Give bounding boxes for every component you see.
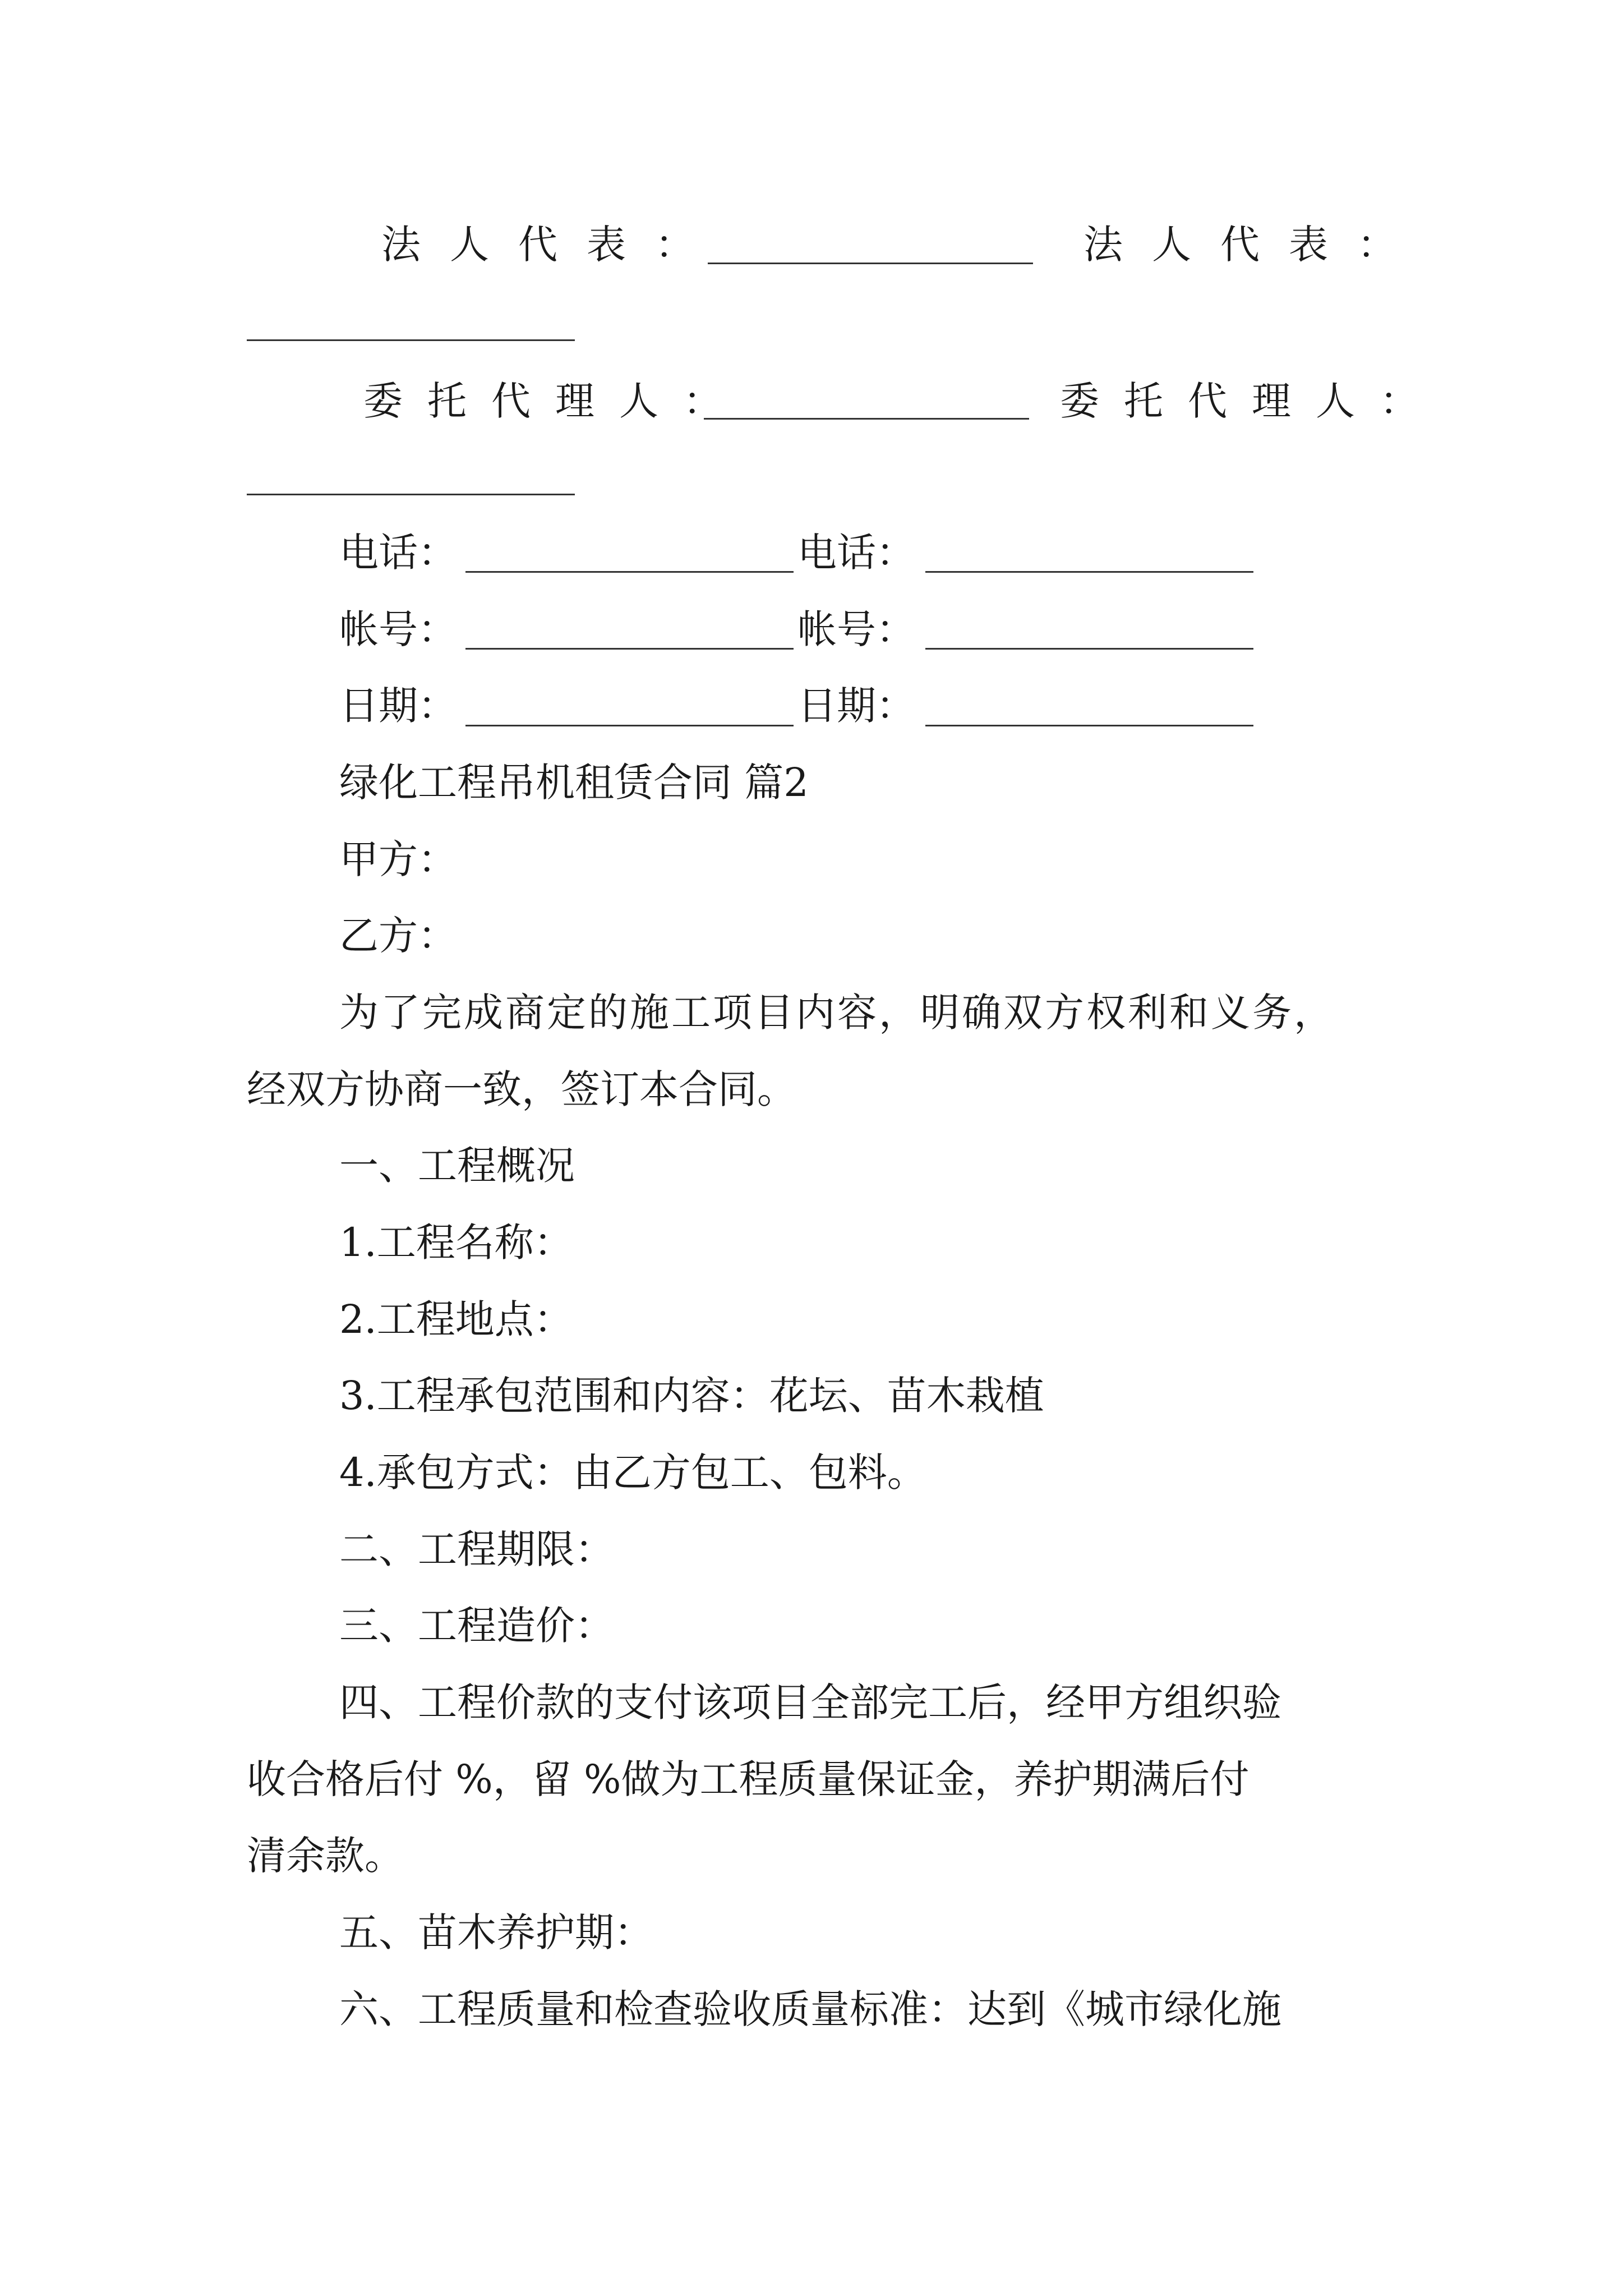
intro-line-2: 经双方协商一致，签订本合同。 <box>247 1066 796 1112</box>
agent-blank-b[interactable] <box>247 494 575 495</box>
intro-line-1: 为了完成商定的施工项目内容，明确双方权利和义务， <box>339 990 1335 1036</box>
account-label-b: 帐号： <box>797 606 915 652</box>
agent-label-b: 委托代理人： <box>1060 378 1444 424</box>
date-label-b: 日期： <box>797 683 915 729</box>
section-4-line-1: 四、工程价款的支付该项目全部完工后，经甲方组织验 <box>339 1680 1281 1726</box>
item-3: 3.工程承包范围和内容：花坛、苗木栽植 <box>339 1373 1044 1419</box>
agent-label-a: 委托代理人： <box>363 378 747 424</box>
section-6-line-1: 六、工程质量和检查验收质量标准：达到《城市绿化施 <box>339 1986 1281 2032</box>
section-3-heading: 三、工程造价： <box>339 1603 614 1649</box>
date-blank-b[interactable] <box>925 725 1253 726</box>
contract-title: 绿化工程吊机租赁合同 篇2 <box>339 760 809 806</box>
account-blank-b[interactable] <box>925 648 1253 650</box>
account-blank-a[interactable] <box>465 648 794 650</box>
item-4: 4.承包方式：由乙方包工、包料。 <box>339 1450 926 1496</box>
legal-rep-blank-b[interactable] <box>247 339 575 341</box>
section-2-heading: 二、工程期限： <box>339 1526 614 1572</box>
section-1-heading: 一、工程概况 <box>339 1143 575 1189</box>
phone-blank-a[interactable] <box>465 571 794 573</box>
phone-label-b: 电话： <box>797 530 915 576</box>
section-4-line-2: 收合格后付 %，留 %做为工程质量保证金，养护期满后付 <box>247 1756 1249 1802</box>
account-label-a: 帐号： <box>339 606 457 652</box>
agent-blank-a[interactable] <box>704 418 1029 420</box>
date-blank-a[interactable] <box>465 725 794 726</box>
legal-rep-label-a: 法人代表： <box>381 222 723 268</box>
section-5-heading: 五、苗木养护期： <box>339 1910 653 1955</box>
party-a-line: 甲方： <box>339 836 457 882</box>
legal-rep-blank-a[interactable] <box>708 263 1033 264</box>
party-b-line: 乙方： <box>339 913 457 959</box>
legal-rep-label-b: 法人代表： <box>1083 222 1426 268</box>
section-4-line-3: 清余款。 <box>247 1833 404 1879</box>
item-2: 2.工程地点： <box>339 1296 573 1342</box>
item-1: 1.工程名称： <box>339 1220 573 1266</box>
phone-blank-b[interactable] <box>925 571 1253 573</box>
date-label-a: 日期： <box>339 683 457 729</box>
phone-label-a: 电话： <box>339 530 457 576</box>
